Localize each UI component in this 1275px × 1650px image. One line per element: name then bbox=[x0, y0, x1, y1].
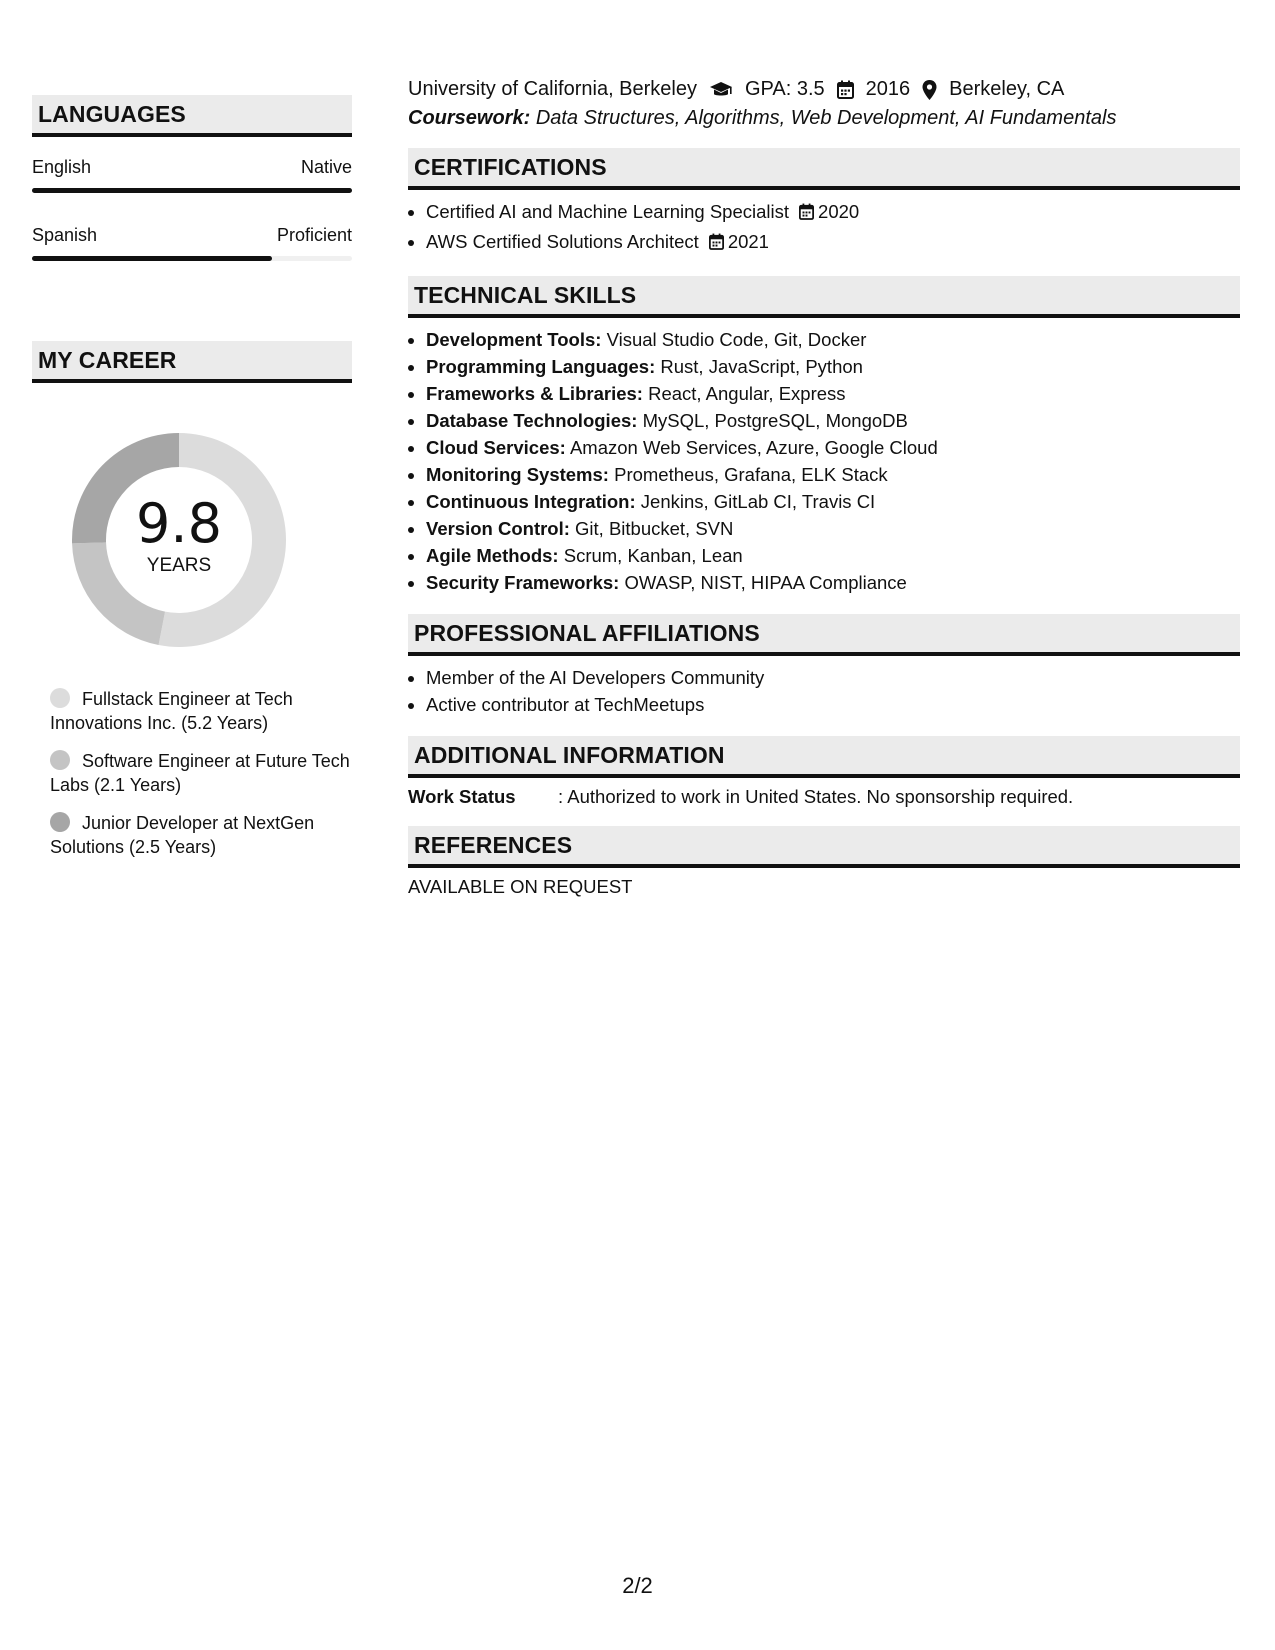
skill-label: Continuous Integration: bbox=[426, 491, 636, 512]
certifications-list bbox=[408, 198, 1240, 258]
career-total-years: 9.8 bbox=[136, 492, 222, 555]
references-text: AVAILABLE ON REQUEST bbox=[408, 876, 633, 897]
skills-heading: TECHNICAL SKILLS bbox=[408, 276, 1240, 318]
skill-value: Rust, JavaScript, Python bbox=[660, 356, 863, 377]
skill-value: Visual Studio Code, Git, Docker bbox=[606, 329, 867, 350]
list-item bbox=[426, 434, 1240, 461]
affiliations-list bbox=[408, 664, 1240, 718]
career-total-unit: YEARS bbox=[146, 555, 212, 576]
certification-name: Certified AI and Machine Learning Specialist bbox=[426, 201, 790, 222]
skill-value: React, Angular, Express bbox=[648, 383, 846, 404]
legend-item bbox=[50, 687, 352, 735]
skills-list bbox=[408, 326, 1240, 596]
language-item bbox=[32, 157, 352, 193]
additional-info-heading: ADDITIONAL INFORMATION bbox=[408, 736, 1240, 778]
career-donut-chart bbox=[66, 427, 292, 653]
language-proficiency-fill bbox=[32, 188, 352, 193]
list-item bbox=[426, 228, 1240, 258]
skill-value: Jenkins, GitLab CI, Travis CI bbox=[640, 491, 876, 512]
language-item bbox=[32, 225, 352, 261]
legend-label: Junior Developer at NextGen Solutions (2.5 Years) bbox=[50, 813, 315, 857]
skill-value: Git, Bitbucket, SVN bbox=[575, 518, 734, 539]
list-item bbox=[426, 353, 1240, 380]
school-name: University of California, Berkeley bbox=[408, 78, 697, 100]
language-name: English bbox=[32, 157, 92, 177]
list-item bbox=[426, 515, 1240, 542]
donut-center bbox=[66, 427, 292, 653]
language-proficiency-fill bbox=[32, 256, 272, 261]
legend-item bbox=[50, 749, 352, 797]
skill-label: Development Tools: bbox=[426, 329, 602, 350]
legend-dot-icon bbox=[50, 812, 70, 832]
language-level: Native bbox=[300, 157, 352, 177]
work-status-value: : Authorized to work in United States. No sponsorship required. bbox=[558, 786, 1074, 807]
languages-heading: LANGUAGES bbox=[32, 95, 352, 137]
list-item bbox=[426, 380, 1240, 407]
list-item bbox=[426, 488, 1240, 515]
skill-label: Security Frameworks: bbox=[426, 572, 620, 593]
skill-value: Scrum, Kanban, Lean bbox=[563, 545, 743, 566]
certification-name: AWS Certified Solutions Architect bbox=[426, 231, 699, 252]
right-column bbox=[408, 78, 1240, 898]
map-pin-icon bbox=[922, 80, 937, 100]
list-item: • Active contributor at TechMeetups bbox=[426, 691, 1240, 718]
graduation-cap-icon bbox=[709, 81, 733, 99]
work-status-row bbox=[408, 786, 1240, 808]
skill-label: Agile Methods: bbox=[426, 545, 559, 566]
list-item bbox=[426, 542, 1240, 569]
language-proficiency-bar bbox=[32, 188, 352, 193]
references-heading: REFERENCES bbox=[408, 826, 1240, 868]
language-name: Spanish bbox=[32, 225, 98, 245]
career-legend bbox=[50, 687, 352, 859]
additional-info-section bbox=[408, 736, 1240, 808]
graduation-year: 2016 bbox=[865, 78, 911, 100]
coursework bbox=[408, 107, 1240, 130]
work-status-label: Work Status bbox=[408, 786, 516, 807]
skill-label: Cloud Services: bbox=[426, 437, 566, 458]
school-location: Berkeley, CA bbox=[949, 78, 1065, 100]
certifications-section bbox=[408, 148, 1240, 258]
list-item bbox=[426, 198, 1240, 228]
references-section bbox=[408, 826, 1240, 898]
certification-year: 2020 bbox=[818, 201, 860, 222]
certifications-heading: CERTIFICATIONS bbox=[408, 148, 1240, 190]
skill-value: MySQL, PostgreSQL, MongoDB bbox=[642, 410, 908, 431]
skill-label: Programming Languages: bbox=[426, 356, 656, 377]
calendar-icon bbox=[799, 200, 814, 228]
certification-year: 2021 bbox=[727, 231, 769, 252]
calendar-icon bbox=[709, 230, 724, 258]
coursework-value: Data Structures, Algorithms, Web Development, AI Fundamentals bbox=[535, 107, 1117, 129]
legend-dot-icon bbox=[50, 688, 70, 708]
gpa: GPA: 3.5 bbox=[745, 78, 825, 100]
list-item bbox=[426, 461, 1240, 488]
language-proficiency-bar bbox=[32, 256, 352, 261]
legend-label: Software Engineer at Future Tech Labs (2.1 Years) bbox=[50, 751, 350, 795]
left-column bbox=[32, 95, 352, 873]
list-item bbox=[426, 407, 1240, 434]
skills-section bbox=[408, 276, 1240, 596]
education-line bbox=[408, 78, 1240, 101]
legend-dot-icon bbox=[50, 750, 70, 770]
coursework-label: Coursework: bbox=[408, 107, 531, 129]
list-item bbox=[426, 326, 1240, 353]
skill-value: Prometheus, Grafana, ELK Stack bbox=[614, 464, 888, 485]
career-heading: MY CAREER bbox=[32, 341, 352, 383]
skill-label: Version Control: bbox=[426, 518, 570, 539]
list-item bbox=[426, 569, 1240, 596]
skill-label: Frameworks & Libraries: bbox=[426, 383, 643, 404]
legend-item bbox=[50, 811, 352, 859]
affiliations-heading: PROFESSIONAL AFFILIATIONS bbox=[408, 614, 1240, 656]
page-number: 2/2 bbox=[622, 1573, 653, 1598]
skill-value: Amazon Web Services, Azure, Google Cloud bbox=[569, 437, 938, 458]
list-item: • Member of the AI Developers Community bbox=[426, 664, 1240, 691]
affiliations-section bbox=[408, 614, 1240, 718]
career-section bbox=[32, 341, 352, 859]
legend-label: Fullstack Engineer at Tech Innovations Inc. (5.2 Years) bbox=[50, 689, 293, 733]
skill-label: Monitoring Systems: bbox=[426, 464, 609, 485]
skill-value: OWASP, NIST, HIPAA Compliance bbox=[624, 572, 907, 593]
skill-label: Database Technologies: bbox=[426, 410, 638, 431]
calendar-icon bbox=[837, 80, 854, 99]
language-level: Proficient bbox=[276, 225, 352, 245]
